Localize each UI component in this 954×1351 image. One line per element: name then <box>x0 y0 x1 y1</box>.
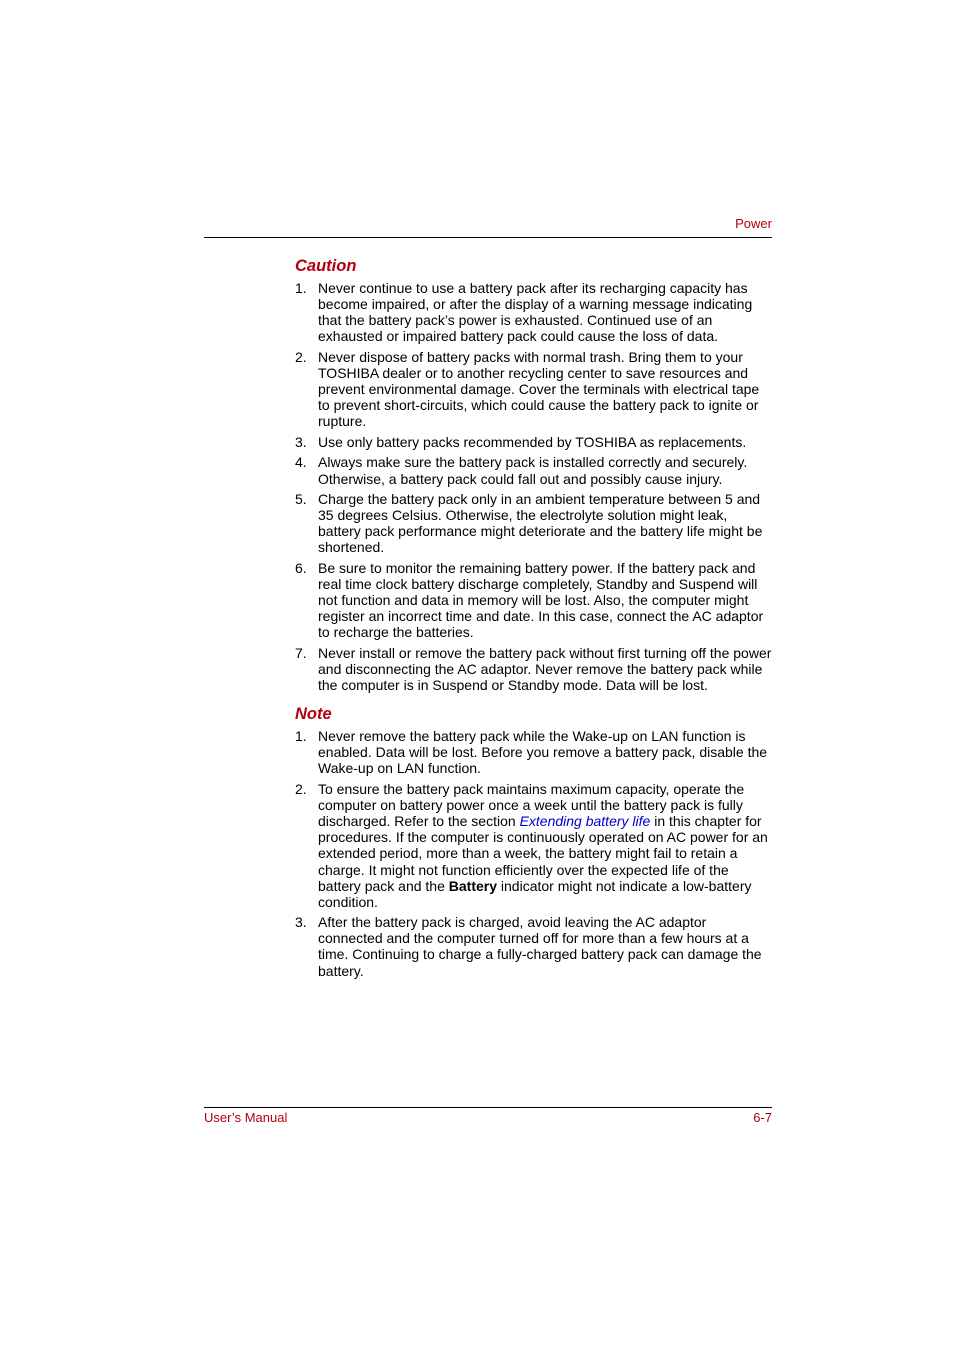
list-item <box>295 645 775 693</box>
item-number: 1. <box>295 280 307 296</box>
item-text: Use only battery packs recommended by TOSHIBA as replacements. <box>318 433 747 450</box>
item-text-part: To ensure the battery pack maintains maximum capacity, operate the computer on battery power once a week until the battery pack is fully discharged. Refer to the section <box>318 781 745 830</box>
running-header: Power <box>735 216 772 231</box>
item-number: 5. <box>295 491 307 508</box>
caution-heading: Caution <box>295 257 357 275</box>
item-number: 6. <box>295 560 307 576</box>
extending-battery-life-link[interactable]: Extending battery life <box>519 813 651 830</box>
item-number: 2. <box>295 781 307 798</box>
item-number: 3. <box>295 433 307 450</box>
item-number: 3. <box>295 914 307 931</box>
list-item <box>295 914 775 978</box>
list-item <box>295 454 775 486</box>
item-text <box>318 781 772 910</box>
item-text: Never remove the battery pack while the Wake-up on LAN function is enabled. Data will be lost. Before you remove a battery pack, disable the Wake-up on LAN function. <box>318 728 768 777</box>
item-number: 1. <box>295 728 307 745</box>
item-text: After the battery pack is charged, avoid leaving the AC adaptor connected and the computer turned off for more than a few hours at a time. Continuing to charge a fully-charged battery pack can damage the battery. <box>318 914 762 979</box>
item-text: Never continue to use a battery pack after its recharging capacity has become impaired, or after the display of a warning message indicating that the battery pack’s power is exhausted. Continued use of an exhausted or impaired battery pack could cause the loss of data. <box>318 280 753 345</box>
item-text: Never install or remove the battery pack without first turning off the power and disconnecting the AC adaptor. Never remove the battery pack while the computer is in Suspend or Standby mode. Data will be lost. <box>318 644 772 694</box>
caution-list <box>295 280 775 693</box>
list-item <box>295 560 775 640</box>
item-text-part: in this chapter for procedures. If the computer is continuously operated on AC power for an extended period, more than a week, the battery might fail to retain a charge. It might not function efficiently over the expected life of the battery pack and the <box>318 813 768 894</box>
item-number: 7. <box>295 644 307 661</box>
list-item <box>295 781 775 910</box>
item-text: Charge the battery pack only in an ambient temperature between 5 and 35 degrees Celsius. Otherwise, the electrolyte solution might leak, battery pack performance might deteriorate and the battery life might be shortened. <box>318 491 763 556</box>
list-item <box>295 434 775 450</box>
list-item <box>295 728 775 776</box>
item-number: 4. <box>295 454 307 471</box>
header-rule <box>204 237 772 238</box>
footer-manual-title: User’s Manual <box>204 1110 288 1125</box>
battery-indicator-term: Battery <box>448 877 498 894</box>
item-text: Be sure to monitor the remaining battery power. If the battery pack and real time clock battery discharge completely, Standby and Suspend will not function and data in memory will be lost. Also, the computer might register an incorrect time and date. In this case, connect the AC adaptor to recharge the batteries. <box>318 560 764 641</box>
list-item <box>295 349 775 429</box>
item-text: Never dispose of battery packs with normal trash. Bring them to your TOSHIBA dealer or to another recycling center to save resources and prevent environmental damage. Cover the terminals with electrical tape to prevent short-circuits, which could cause the battery pack to ignite or rupture. <box>318 348 760 430</box>
item-text: Always make sure the battery pack is installed correctly and securely. Otherwise, a battery pack could fall out and possibly cause injury. <box>318 454 748 487</box>
item-number: 2. <box>295 348 307 365</box>
page-content <box>295 257 775 983</box>
note-list <box>295 728 775 978</box>
list-item <box>295 491 775 555</box>
note-heading: Note <box>295 705 332 724</box>
footer-rule <box>204 1107 772 1108</box>
item-text-part: indicator might not indicate a low-battery condition. <box>318 877 752 910</box>
page-number: 6-7 <box>753 1110 772 1125</box>
list-item <box>295 280 775 344</box>
